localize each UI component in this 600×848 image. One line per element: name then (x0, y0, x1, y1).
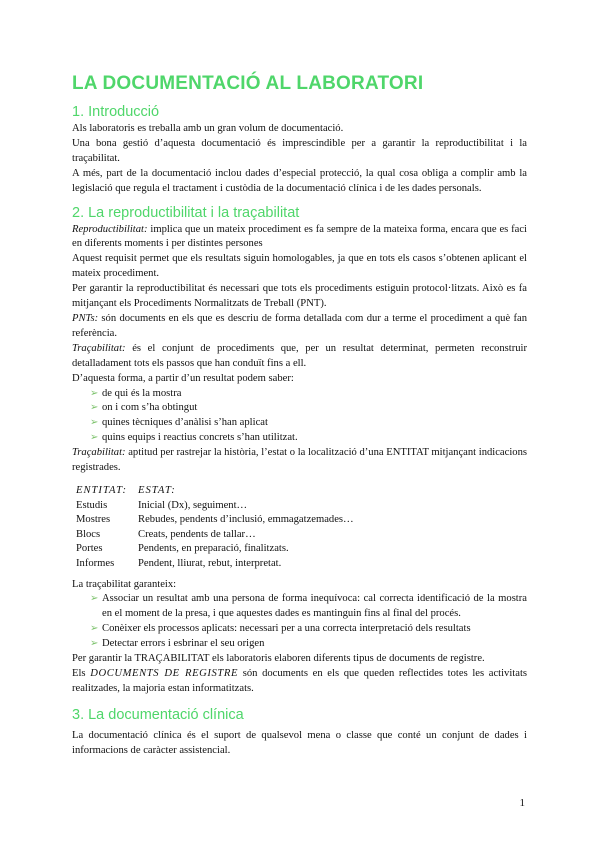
paragraph: Una bona gestió d’aquesta documentació és imprescindible per a garantir la reproductibilitat i la traçabilitat. (72, 137, 527, 164)
paragraph: Als laboratoris es treballa amb un gran volum de documentació. (72, 123, 344, 134)
definition: aptitud per rastrejar la història, l’estat o la localització d’una ENTITAT mitjançant indicacions registrades. (72, 447, 527, 474)
term: PNTs: (72, 312, 99, 324)
term: Traçabilitat: (72, 447, 126, 459)
table-cell: Pendents, en preparació, finalitzats. (138, 543, 289, 555)
definition: són documents en els que es descriu de forma detallada com dur a terme el procediment a què fan referència. (72, 312, 527, 339)
arrow-bullet-icon: ➢ (90, 593, 99, 605)
arrow-bullet-icon: ➢ (90, 623, 99, 635)
list-item: ➢ on i com s’ha obtingut (90, 401, 527, 416)
table-cell: Rebudes, pendents d’inclusió, emmagatzemades… (138, 514, 354, 526)
paragraph-tracabilitat (72, 342, 527, 372)
table-cell: Mostres (76, 514, 111, 526)
section-heading-reproductibilitat: 2. La reproductibilitat i la traçabilitat (72, 204, 300, 221)
list-item: ➢ quins equips i reactius concrets s’han utilitzat. (90, 431, 527, 446)
arrow-bullet-icon: ➢ (90, 387, 99, 399)
arrow-bullet-icon: ➢ (90, 432, 99, 444)
paragraph: La traçabilitat garanteix: (72, 578, 177, 590)
table-header-cell: ESTAT: (138, 484, 176, 496)
definition: són documents en els que queden reflectides totes les activitats realitzades, la majoria estan informatitzats. (72, 667, 528, 694)
list-garanteix (72, 592, 527, 652)
section-heading-introduccio: 1. Introducció (72, 104, 160, 120)
table-header-cell: ENTITAT: (76, 484, 127, 496)
section-heading-documentacio-clinica: 3. La documentació clínica (72, 706, 244, 723)
arrow-bullet-icon: ➢ (90, 417, 99, 429)
table-row (76, 557, 354, 572)
term: Reproductibilitat: (72, 223, 148, 235)
table-cell: Informes (76, 557, 115, 569)
paragraph-pnt (72, 312, 527, 342)
table-row (76, 542, 354, 557)
arrow-bullet-icon: ➢ (90, 402, 99, 414)
table-cell: Portes (76, 543, 103, 555)
list-item: ➢ quines tècniques d’anàlisi s’han aplicat (90, 416, 527, 431)
term: Traçabilitat: (72, 342, 126, 354)
paragraph: Per garantir la reproductibilitat és necessari que tots els procediments estiguin protocol·litzats. Això es fa mitjançant els Procediments Normalitzats de Treball (PNT). (72, 283, 527, 310)
paragraph: D’aquesta forma, a partir d’un resultat podem saber: (72, 372, 294, 384)
definition: és el conjunt de procediments que, per un resultat determinat, permeten reconstruir detalladament tots els passos que han conduït fins a ell. (72, 342, 527, 369)
table-cell: Estudis (76, 499, 108, 511)
table-row (76, 528, 354, 543)
definition: implica que un mateix procediment es fa sempre de la mateixa forma, encara que es faci en diferents moments i per distintes persones (72, 223, 527, 250)
page (72, 72, 527, 759)
paragraph-tracabilitat-2 (72, 446, 527, 476)
paragraph: La documentació clínica és el suport de qualsevol mena o classe que conté un conjunt de dades i informacions de caràcter assistencial. (72, 729, 527, 756)
list-item: ➢ Conèixer els processos aplicats: necessari per a una correcta interpretació dels resultats (90, 622, 527, 637)
table-row (76, 513, 354, 528)
term: DOCUMENTS DE REGISTRE (90, 667, 239, 679)
document-title: LA DOCUMENTACIÓ AL LABORATORI (72, 73, 424, 94)
table-header-row (76, 484, 354, 499)
list-item: ➢ Associar un resultat amb una persona de forma inequívoca: cal correcta identificació de la mostra en el moment de la presa, i que aquestes dades es mantinguin fins al final del procés. (90, 593, 527, 620)
paragraph: Per garantir la TRAÇABILITAT els laboratoris elaboren diferents tipus de documents de registre. (72, 653, 485, 665)
entitat-estat-table (76, 484, 354, 572)
paragraph-documents-registre: Els DOCUMENTS DE REGISTRE són documents en els que queden reflectides totes les activitats realitzades, la majoria estan informatitzats. (72, 667, 528, 694)
list-saber (72, 387, 527, 447)
table-cell: Creats, pendents de tallar… (138, 528, 256, 540)
list-item: ➢ Detectar errors i esbrinar el seu origen (90, 637, 527, 652)
arrow-bullet-icon: ➢ (90, 638, 99, 650)
table-cell: Blocs (76, 528, 101, 540)
paragraph: Aquest requisit permet que els resultats siguin homologables, ja que en tots els casos s’obtenen aplicant el mateix procediment. (72, 253, 527, 280)
paragraph: A més, part de la documentació inclou dades d’especial protecció, la qual cosa obliga a complir amb la legislació que regula el tractament i custòdia de la documentació clínica i de les dades personals. (72, 167, 527, 194)
table-cell: Pendent, lliurat, rebut, interpretat. (138, 557, 282, 569)
paragraph-reproductibilitat (72, 223, 527, 253)
table-row (76, 499, 354, 514)
table-cell: Inicial (Dx), seguiment… (138, 499, 248, 511)
list-item: ➢ de qui és la mostra (90, 387, 527, 402)
page-number: 1 (519, 797, 525, 809)
